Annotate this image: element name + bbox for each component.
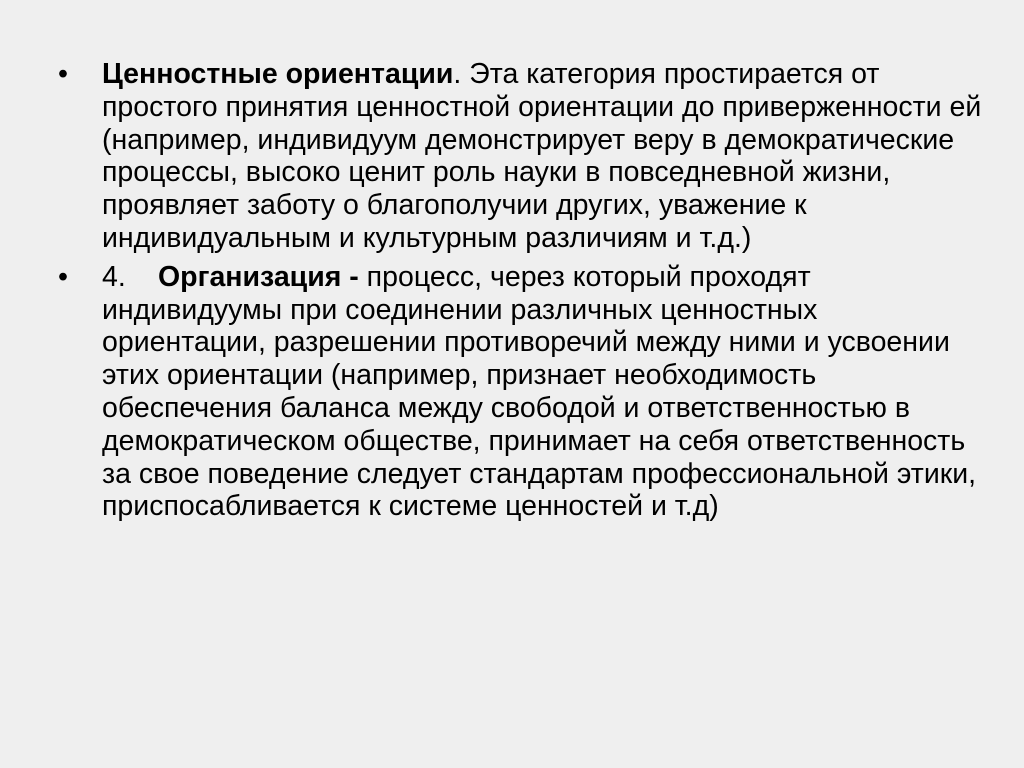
bullet-icon: •: [58, 58, 68, 90]
bullet-term: Ценностные ориентации: [102, 58, 454, 90]
bullet-body: [102, 58, 982, 255]
bullet-item-organization: [58, 261, 984, 523]
bullet-text: . Эта категория простирается от простого принятия ценностной ориентации до приверженности ей (например, индивидуум демонстрирует веру в демократические процессы, высоко ценит роль науки в повседневной жизни, проявляет заботу о благополучии других, уважение к индивидуальным и культурным различиям и т.д.): [102, 58, 982, 254]
bullet-text: процесс, через который проходят индивидуумы при соединении различных ценностных ориентации, разрешении противоречий между ними и усвоении этих ориентации (например, признает необходимость обеспечения баланса между свободой и ответственностью в демократическом обществе, принимает на себя ответственность за свое поведение следует стандартам профессиональной этики, приспосабливается к системе ценностей и т.д): [102, 260, 977, 523]
bullet-body: [102, 261, 982, 523]
bullet-term: Организация -: [158, 260, 359, 293]
bullet-icon: •: [58, 260, 68, 293]
bullet-number: 4.: [102, 260, 126, 293]
bullet-item-value-orientations: [58, 58, 984, 255]
